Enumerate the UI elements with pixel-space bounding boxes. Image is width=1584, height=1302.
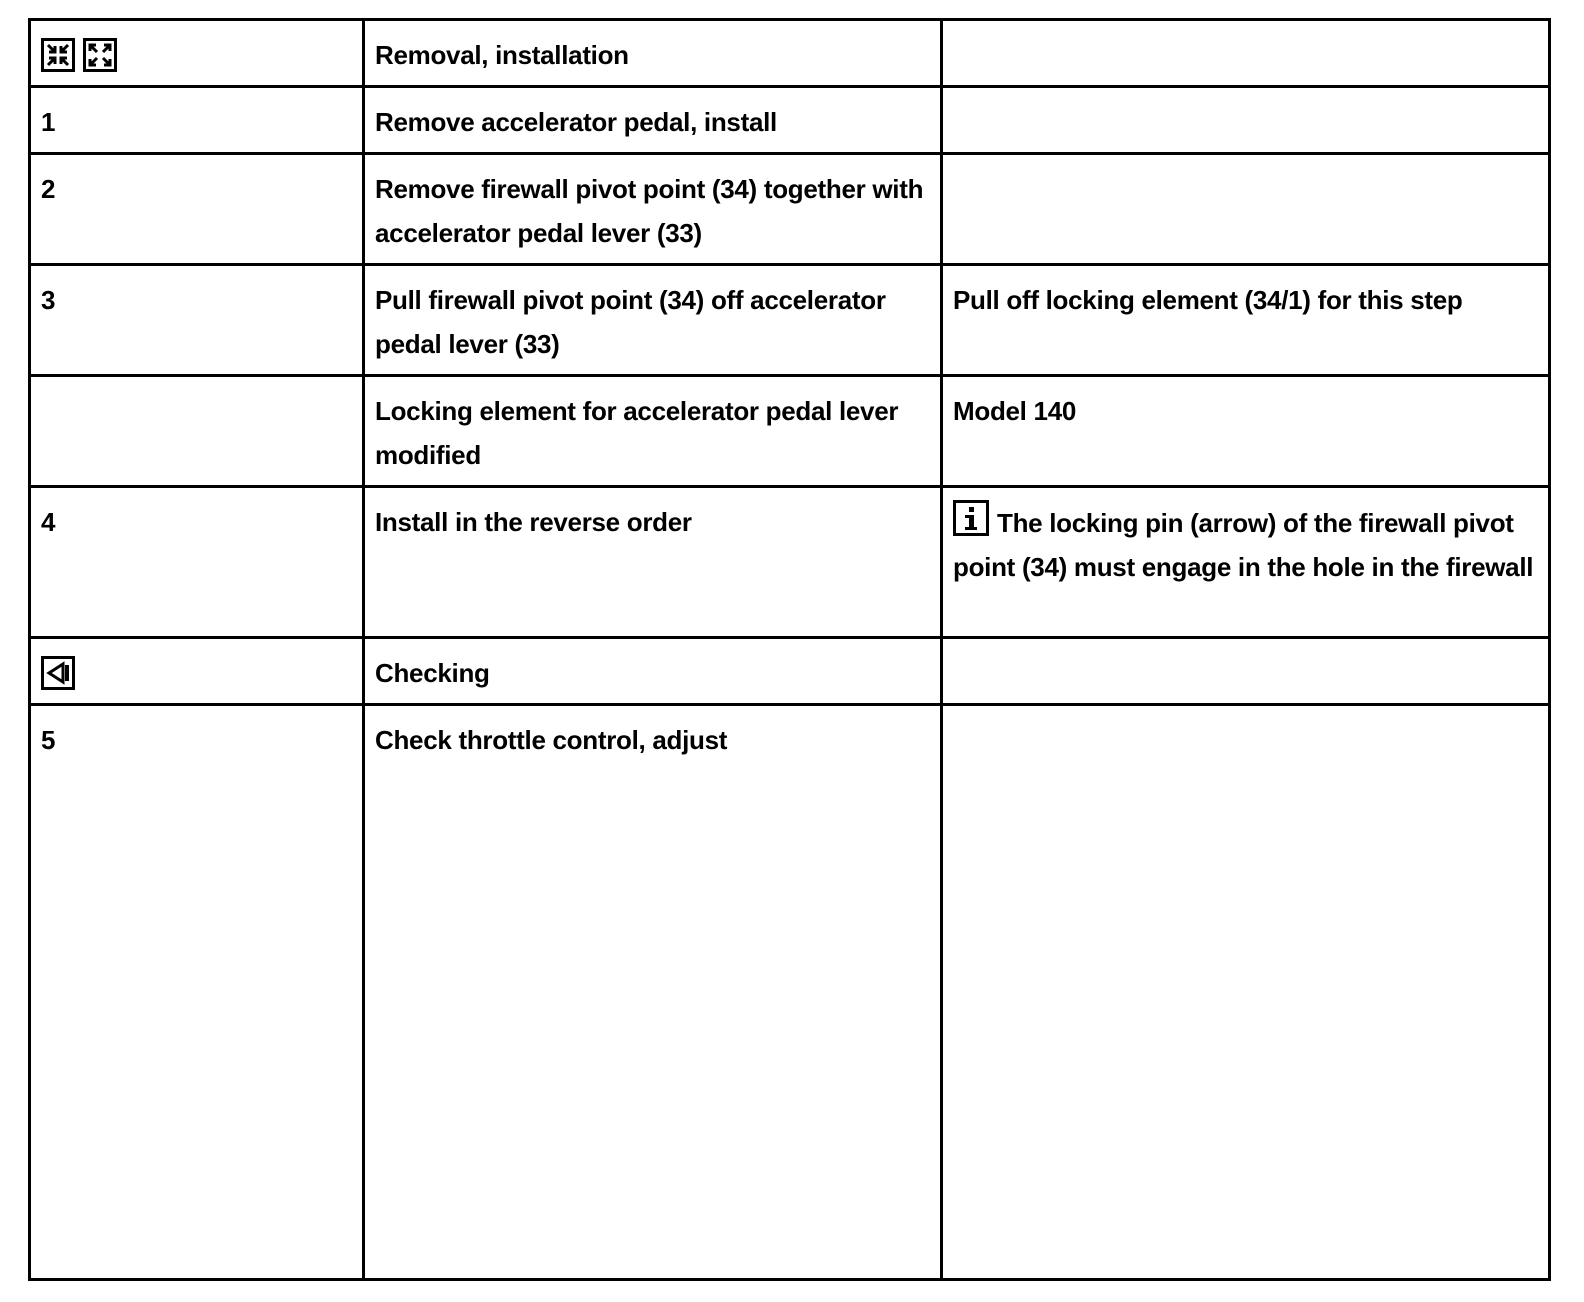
step-number: 1: [30, 87, 364, 154]
section-icons-cell: [30, 20, 364, 87]
step-note: [942, 87, 1550, 154]
section-header-removal: [30, 20, 1550, 87]
section-title-checking: Checking: [364, 638, 942, 705]
section-header-checking: [30, 638, 1550, 705]
table-row: [30, 705, 1550, 1280]
step-note: [942, 705, 1550, 1280]
step-number: 4: [30, 487, 364, 638]
procedure-table: [28, 18, 1551, 1281]
section-icons-cell: [30, 638, 364, 705]
section-note-cell: [942, 20, 1550, 87]
step-note: The locking pin (arrow) of the firewall pivot point (34) must engage in the hole in the firewall: [953, 508, 1534, 582]
table-row: [30, 265, 1550, 376]
step-action: Locking element for accelerator pedal lever modified: [364, 376, 942, 487]
check-icon: [41, 656, 75, 690]
step-action: Install in the reverse order: [364, 487, 942, 638]
step-action: Remove firewall pivot point (34) together with accelerator pedal lever (33): [364, 154, 942, 265]
table-row: [30, 376, 1550, 487]
step-number: [30, 376, 364, 487]
step-note: Pull off locking element (34/1) for this step: [942, 265, 1550, 376]
step-action: Check throttle control, adjust: [364, 705, 942, 1280]
step-note-cell: [942, 487, 1550, 638]
info-icon: [953, 500, 989, 536]
step-number: 5: [30, 705, 364, 1280]
install-icon: [83, 38, 117, 72]
step-number: 3: [30, 265, 364, 376]
step-note: [942, 154, 1550, 265]
step-action: Remove accelerator pedal, install: [364, 87, 942, 154]
step-action: Pull firewall pivot point (34) off accelerator pedal lever (33): [364, 265, 942, 376]
step-number: 2: [30, 154, 364, 265]
section-title-removal: Removal, installation: [364, 20, 942, 87]
step-note: Model 140: [942, 376, 1550, 487]
section-note-cell: [942, 638, 1550, 705]
table-row: [30, 487, 1550, 638]
remove-icon: [41, 38, 75, 72]
table-row: [30, 154, 1550, 265]
table-row: [30, 87, 1550, 154]
